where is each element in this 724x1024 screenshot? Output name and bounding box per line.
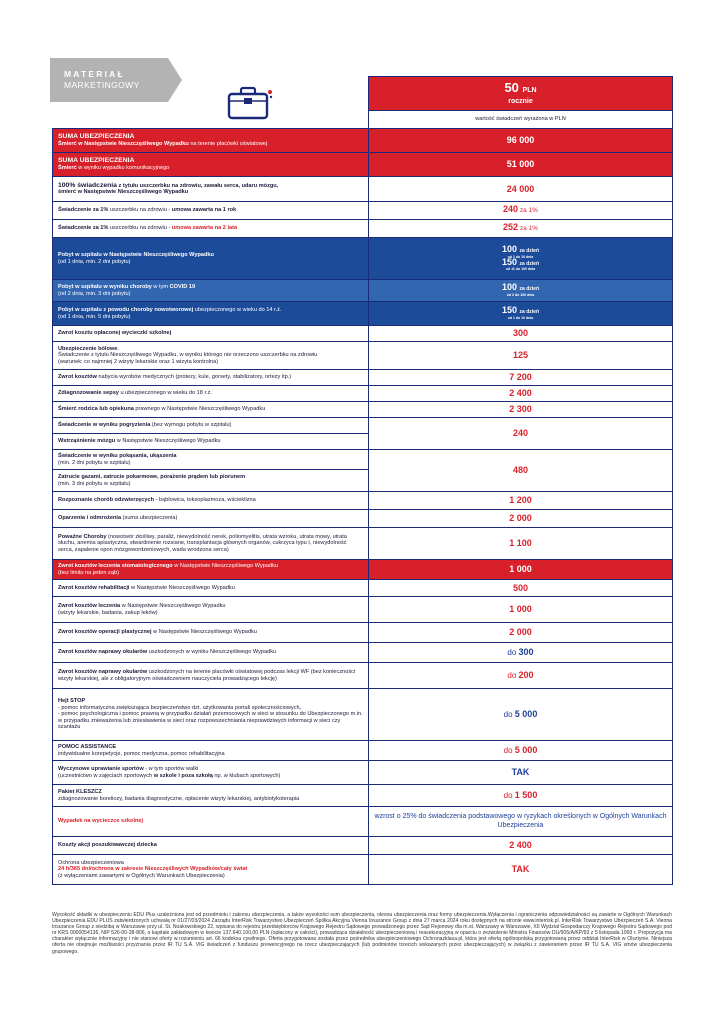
value-r5: 252 za 1% xyxy=(369,220,673,238)
values-subtitle: wartość świadczeń wyrażona w PLN xyxy=(369,111,673,129)
row-r3: 100% świadczenia z tytułu uszczerbku na zdrowiu, zawału serca, udaru mózgu, śmierć w Następstwie Nieszczęśliwego Wypadku 24 000 xyxy=(53,177,673,202)
row-r5: Świadczenie za 1% uszczerbku na zdrowiu - umowa zawarta na 2 lata 252 za 1% xyxy=(53,220,673,238)
value-r11: 7 200 xyxy=(369,370,673,386)
header-price-row xyxy=(53,77,673,111)
legal-footer: Wysokość składki w ubezpieczeniu EDU Plus uzależniona jest od przedmiotu i zakresu ubezpieczenia, a także wysokości sum ubezpieczenia, okresu ubezpieczenia oraz formy ubezpieczenia.Wyłączenia i ograniczenia odpowiedzialności są zawarte w Ogólnych Warunkach Ubezpieczenia EDU PLUS zatwierdzonych uchwałą nr 01/27/03/2024 Zarządu InterRisk Towarzystwo Ubezpieczeń Spółka Akcyjna Vienna Insurance Group z dnia 27 marca 2024 roku dostępnych na stronie www.interrisk.pl. InterRisk Towarzystwo Ubezpieczeń S.A. Vienna Insurance Group z siedzibą w Warszawie przy ul. St. Noakowskiego 22, wpisana do rejestru przedsiębiorców Krajowego Rejestru Sądowego prowadzonego przez Sąd Rejonowy dla m.st. Warszawy w Warszawie, XII Wydział Gospodarczy Krajowego Rejestru Sądowego pod nr KRS 0000054136, NIP 526-00-38-806, o kapitale zakładowym w kwocie 137.640.100,00 PLN (opłacony w całości), prowadząca działalność ubezpieczeniową i reasekuracyjną w oparciu o zezwolenie Ministra Finansów DU/905/A/KP/93 z 5 listopada 1993 r. Propozycja ma charakter wyłącznie informacyjny i nie stanowi oferty w rozumieniu art. 66 kodeksu cywilnego. Oferta przygotowana została przez pośrednika ubezpieczeniowego Ochronazklasa.pl, która jest ofertą ogólnopolską przygotowaną przez oddział InterRisk w Olsztynie. Niniejsza oferta nie obejmuje możliwości przyznania przez IR TU S.A. VIG świadczeń z funduszu prewencyjnego na rzecz ubezpieczających (lub podmiotów trzecich wskazanych przez ubezpieczających) w związku z zawieraniem przez IR TU S.A. VIG umów ubezpieczenia grupowego. xyxy=(52,912,672,955)
value-r24: 2 000 xyxy=(369,623,673,643)
value-r13: 2 300 xyxy=(369,402,673,418)
value-r25: do 300 xyxy=(369,643,673,663)
row-r10: Ubezpieczenie bólowe. Świadczenie z tytułu Nieszczęśliwego Wypadku, w wyniku którego nie orzeczono uszczerbku na zdrowiu (warunek: co najmniej 2 wizyty lekarskie oraz 1 wizyta kontrolna) 125 xyxy=(53,342,673,370)
row-suma-1: SUMA UBEZPIECZENIA Śmierć w Następstwie Nieszczęśliwego Wypadku na terenie placówki oświatowej 96 000 xyxy=(53,129,673,153)
row-r15: Wstrząśnienie mózgu w Następstwie Nieszczęśliwego Wypadku xyxy=(53,434,673,450)
row-r28: POMOC ASSISTANCE indywidualne korepetycje, pomoc medyczna, pomoc rehabilitacyjna do 5 000 xyxy=(53,741,673,761)
row-r16: Świadczenie w wyniku pokąsania, ukąszenia (min. 2 dni pobytu w szpitalu) 480 xyxy=(53,450,673,470)
row-r8: Pobyt w szpitalu z powodu choroby nowotworowej ubezpieczonego w wieku do 14 r.ż. (od 1 dnia, min. 5 dni pobytu) 150 za dzień od 1 do 10 dnia xyxy=(53,302,673,326)
value-r30: do 1 500 xyxy=(369,785,673,807)
value-r23: 1 000 xyxy=(369,597,673,623)
row-r21: Zwrot kosztów leczenia stomatologicznego w Następstwie Nieszczęśliwego Wypadku (bez limitu na jeden ząb) 1 000 xyxy=(53,560,673,580)
row-r11: Zwrot kosztów nabycia wyrobów medycznych (protezy, kule, gorsety, stabilizatory, ortezy itp.) 7 200 xyxy=(53,370,673,386)
value-r9: 300 xyxy=(369,326,673,342)
value-r4: 240 za 1% xyxy=(369,202,673,220)
row-r9: Zwrot kosztu opłaconej wycieczki szkolnej 300 xyxy=(53,326,673,342)
row-r7: Pobyt w szpitalu w wyniku choroby w tym COVID 19 (od 2 dnia, min. 3 dni pobytu) 100 za dzień od 2 do 100 dnia xyxy=(53,280,673,302)
row-r32: Koszty akcji poszukiwawczej dziecka 2 400 xyxy=(53,837,673,855)
value-r10: 125 xyxy=(369,342,673,370)
row-suma-2: SUMA UBEZPIECZENIA Śmierć w wyniku wypadku komunikacyjnego 51 000 xyxy=(53,153,673,177)
row-r25: Zwrot kosztów naprawy okularów uszkodzonych w wyniku Nieszczęśliwego Wypadku do 300 xyxy=(53,643,673,663)
value-r14: 240 xyxy=(369,418,673,450)
row-r23: Zwrot kosztów leczenia w Następstwie Nieszczęśliwego Wypadku (wizyty lekarskie, badania, zakup leków) 1 000 xyxy=(53,597,673,623)
value-r20: 1 100 xyxy=(369,528,673,560)
value-r16: 480 xyxy=(369,450,673,492)
row-r24: Zwrot kosztów operacji plastycznej w Następstwie Nieszczęśliwego Wypadku 2 000 xyxy=(53,623,673,643)
price-period: rocznie xyxy=(508,98,533,105)
row-r30: Pakiet KLESZCZ zdiagnozowanie boreliozy, badania diagnostyczne, opłacenie wizyty lekarskiej, antybiotykoterapia do 1 500 xyxy=(53,785,673,807)
row-r18: Rozpoznanie chorób odzwierzęcych - bąblowica, toksoplazmoza, wścieklizna 1 200 xyxy=(53,492,673,510)
value-r33: TAK xyxy=(369,855,673,885)
banner-line1: MATERIAŁ xyxy=(64,69,125,79)
value-r21: 1 000 xyxy=(369,560,673,580)
value-r1: 96 000 xyxy=(369,129,673,153)
row-r4: Świadczenie za 1% uszczerbku na zdrowiu - umowa zawarta na 1 rok 240 za 1% xyxy=(53,202,673,220)
value-r12: 2 400 xyxy=(369,386,673,402)
value-r32: 2 400 xyxy=(369,837,673,855)
row-r6: Pobyt w szpitalu w Następstwie Nieszczęśliwego Wypadku (od 1 dnia, min. 2 dni pobytu) 100 za dzień od 1 do 10 dnia 150 za dzień od 11 do 100 dnia xyxy=(53,238,673,280)
value-r2: 51 000 xyxy=(369,153,673,177)
header-subtitle-row xyxy=(53,111,673,129)
row-r20: Poważne Choroby (nowotwór złośliwy, paraliż, niewydolność nerek, poliomyelitis, utrata wzroku, utrata mowy, utrata słuchu, anemia aplastyczna, stwardnienie rozsiane, transplantacja głównych organów, cukrzyca typu I, niewydolność serca, zapalenie opon mózgowordzeniowych, wada wrodzona serca) 1 100 xyxy=(53,528,673,560)
row-r31: Wypadek na wycieczce szkolnej wzrost o 25% do świadczenia podstawowego w ryzykach określonych w Ogólnych Warunkach Ubezpieczenia xyxy=(53,807,673,837)
row-r14: Świadczenie w wyniku pogryzienia (bez wymogu pobytu w szpitalu) 240 xyxy=(53,418,673,434)
row-r13: Śmierć rodzica lub opiekuna prawnego w Następstwie Nieszczęśliwego Wypadku 2 300 xyxy=(53,402,673,418)
value-r26: do 200 xyxy=(369,663,673,689)
row-r19: Oparzenia i odmrożenia (suma ubezpieczenia) 2 000 xyxy=(53,510,673,528)
price-currency: PLN xyxy=(522,87,537,94)
banner-line2: MARKETINGOWY xyxy=(64,80,140,90)
value-r28: do 5 000 xyxy=(369,741,673,761)
row-r22: Zwrot kosztów rehabilitacji w Następstwie Nieszczęśliwego Wypadku 500 xyxy=(53,580,673,597)
value-r18: 1 200 xyxy=(369,492,673,510)
value-r29: TAK xyxy=(369,761,673,785)
value-r7: 100 za dzień od 2 do 100 dnia xyxy=(369,280,673,302)
row-r33: Ochrona ubezpieczeniowa 24 h/365 dni/ochrona w zakresie Nieszczęśliwych Wypadków/cały świat (z wyłączeniami zawartymi w Ogólnych Warunkach Ubezpieczenia) TAK xyxy=(53,855,673,885)
row-r17: Zatrucie gazami, zatrucie pokarmowe, porażenie prądem lub piorunem (min. 3 dni pobytu w szpitalu) xyxy=(53,470,673,492)
value-r22: 500 xyxy=(369,580,673,597)
price-amount: 50 xyxy=(504,80,519,95)
value-r27: do 5 000 xyxy=(369,689,673,741)
benefits-table xyxy=(52,76,673,885)
row-r12: Zdiagnozowanie sepsy u ubezpieczonego w wieku do 18 r.ż. 2 400 xyxy=(53,386,673,402)
value-r19: 2 000 xyxy=(369,510,673,528)
row-r27: Hejt STOP - pomoc informatyczna zwiększająca bezpieczeństwo dzt. użytkowania portali społecznościowych, - pomoc psychologiczna i pomoc prawną w przypadku działań przemocowych w sieci w stosunku do Ubezpieczonego m.in. w przypadku znieważenia lub zniesławienia w sieci oraz rozpowszechniania nieprawdziwych informacji w sieci czy szantażu do 5 000 xyxy=(53,689,673,741)
price-cell xyxy=(369,77,673,111)
value-r3: 24 000 xyxy=(369,177,673,202)
row-r29: Wyczynowe uprawianie sportów - w tym sportów walki (uczestnictwo w zajęciach sportowych w szkole i poza szkołą np. w klubach sportowych) TAK xyxy=(53,761,673,785)
value-r6: 100 za dzień od 1 do 10 dnia 150 za dzień od 11 do 100 dnia xyxy=(369,238,673,280)
value-r31: wzrost o 25% do świadczenia podstawowego w ryzykach określonych w Ogólnych Warunkach Ubezpieczenia xyxy=(369,807,673,837)
value-r8: 150 za dzień od 1 do 10 dnia xyxy=(369,302,673,326)
row-r26: Zwrot kosztów naprawy okularów uszkodzonych na terenie placówki oświatowej podczas lekcji WF (bez konieczności wizyty lekarskiej, ale z obligatoryjnym oświadczeniem nauczyciela prowadzącego lekcję) do 200 xyxy=(53,663,673,689)
